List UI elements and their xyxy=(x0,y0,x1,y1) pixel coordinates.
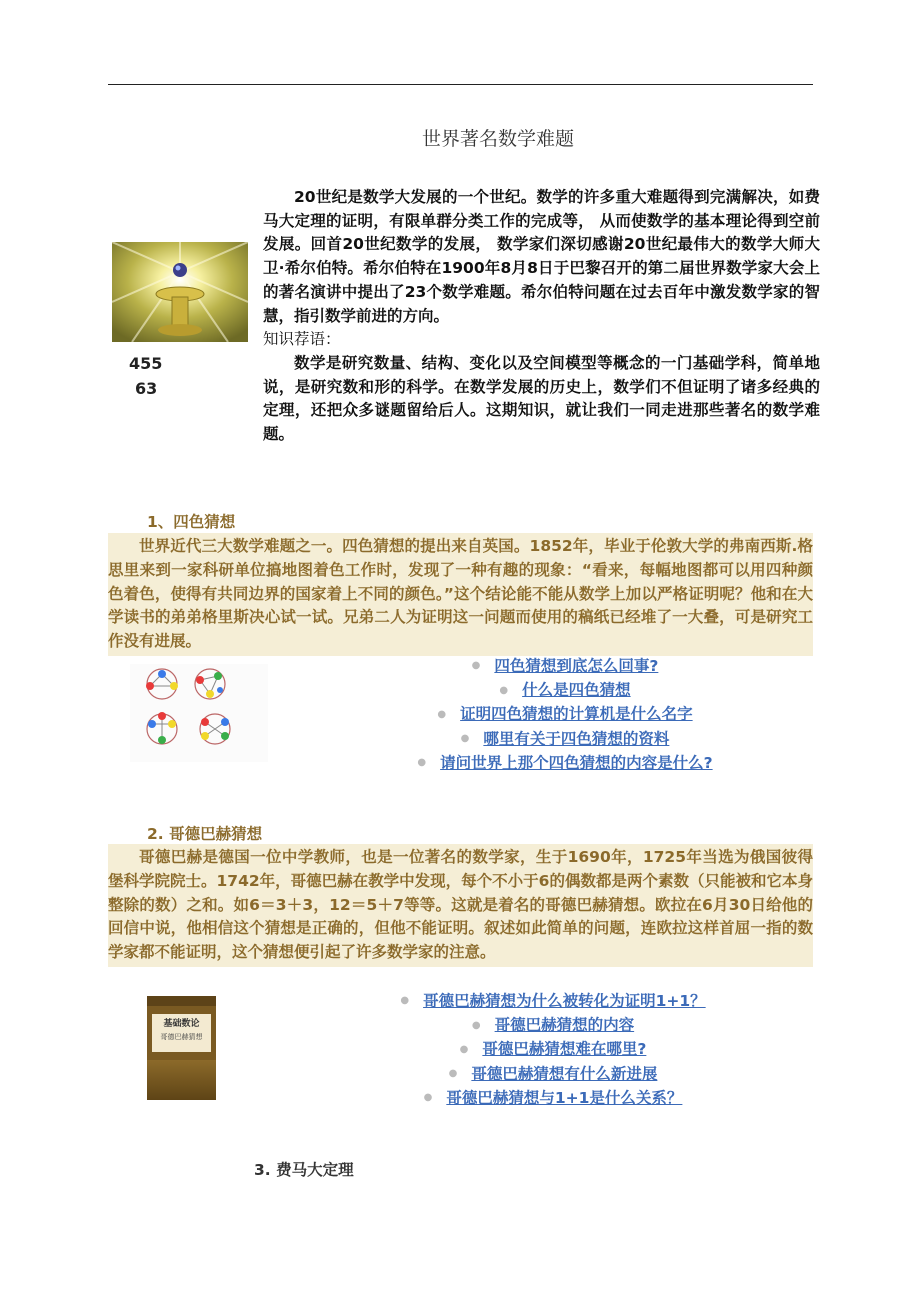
list-item xyxy=(368,1086,738,1110)
side-number: 455 xyxy=(129,354,163,373)
list-item xyxy=(380,751,750,775)
list-item xyxy=(380,654,750,678)
header-rule xyxy=(108,84,813,85)
related-links xyxy=(368,989,738,1110)
bullet-icon: ● xyxy=(499,684,509,696)
section-heading: 1、四色猜想 xyxy=(147,513,236,531)
related-link[interactable]: 什么是四色猜想 xyxy=(522,681,631,700)
book-title: 基础数论 xyxy=(163,1019,200,1029)
section-heading: 3. 费马大定理 xyxy=(254,1161,354,1179)
related-links xyxy=(380,654,750,775)
four-color-graphs-image xyxy=(130,664,268,762)
bullet-icon: ● xyxy=(471,1019,481,1031)
related-link[interactable]: 哥德巴赫猜想与1+1是什么关系？ xyxy=(446,1088,683,1107)
section-paragraph: 世界近代三大数学难题之一。四色猜想的提出来自英国。1852年，毕业于伦敦大学的弗南西斯.格思里来到一家科研单位搞地图着色工作时，发现了一种有趣的现象：“看来，每幅地图都可以用四种颜色着色，使得有共同边界的国家着上不同的颜色。”这个结论能不能从数学上加以严格证明呢？他和在大学读书的弟弟格里斯决心试一试。兄弟二人为证明这一问题而使用的稿纸已经堆了一大叠，可是研究工作没有进展。 xyxy=(108,537,813,651)
related-link[interactable]: 哥德巴赫猜想为什么被转化为证明1+1？ xyxy=(423,992,706,1010)
list-item xyxy=(380,702,750,726)
related-link[interactable]: 四色猜想到底怎么回事? xyxy=(494,657,659,675)
list-item xyxy=(368,1062,738,1086)
list-item xyxy=(380,678,750,702)
list-item xyxy=(368,1037,738,1061)
side-number: 63 xyxy=(135,379,158,398)
related-link[interactable]: 哥德巴赫猜想难在哪里? xyxy=(482,1040,647,1059)
list-item xyxy=(368,989,738,1013)
list-item xyxy=(380,727,750,751)
section-heading: 2. 哥德巴赫猜想 xyxy=(147,825,263,843)
related-link[interactable]: 哥德巴赫猜想的内容 xyxy=(494,1016,635,1035)
section-paragraph: 哥德巴赫是德国一位中学教师，也是一位著名的数学家，生于1690年，1725年当选为俄国彼得堡科学院院士。1742年，哥德巴赫在教学中发现，每个不小于6的偶数都是两个素数（只能被和它本身整除的数）之和。如6＝3＋3，12＝5＋7等等。这就是着名的哥德巴赫猜想。欧拉在6月30日给他的回信中说，他相信这个猜想是正确的，但他不能证明。叙述如此简单的问题，连欧拉这样首屈一指的数学家都不能证明，这个猜想便引起了许多数学家的注意。 xyxy=(108,848,813,962)
intro-paragraph: 数学是研究数量、结构、变化以及空间模型等概念的一门基础学科，简单地说，是研究数和形的科学。在数学发展的历史上，数学们不但证明了诸多经典的定理，还把众多谜题留给后人。这期知识，就让我们一同走进那些著名的数学难题。 xyxy=(263,353,820,444)
related-link[interactable]: 哥德巴赫猜想有什么新进展 xyxy=(471,1064,658,1083)
bullet-icon: ● xyxy=(471,660,481,672)
list-item xyxy=(368,1013,738,1037)
recommend-label: 知识荐语： xyxy=(263,330,341,349)
book-cover-image xyxy=(147,996,216,1100)
bullet-icon: ● xyxy=(400,995,410,1007)
bullet-icon: ● xyxy=(459,1043,469,1055)
intro-text xyxy=(263,186,820,447)
bullet-icon: ● xyxy=(437,708,447,720)
related-link[interactable]: 哪里有关于四色猜想的资料 xyxy=(483,729,670,748)
intro-illustration xyxy=(112,242,248,342)
section-body xyxy=(108,533,813,656)
bullet-icon: ● xyxy=(460,732,470,744)
intro-paragraph: 20世纪是数学大发展的一个世纪。数学的许多重大难题得到完满解决，如费马大定理的证明，有限单群分类工作的完成等， 从而使数学的基本理论得到空前发展。回首20世纪数学的发展， 数学家们深切感谢20世纪最伟大的数学大师大卫·希尔伯特。希尔伯特在1900年8月8日于巴黎召开的第二届世界数学家大会上的著名演讲中提出了23个数学难题。希尔伯特问题在过去百年中激发数学家的智慧，指引数学前进的方向。 xyxy=(263,188,820,325)
bullet-icon: ● xyxy=(417,757,427,769)
section-body xyxy=(108,844,813,967)
page-title: 世界著名数学难题 xyxy=(421,128,574,150)
bullet-icon: ● xyxy=(448,1067,458,1079)
related-link[interactable]: 请问世界上那个四色猜想的内容是什么? xyxy=(440,753,713,772)
related-link[interactable]: 证明四色猜想的计算机是什么名字 xyxy=(460,705,693,724)
book-subtitle: 哥德巴赫猜想 xyxy=(160,1033,203,1041)
bullet-icon: ● xyxy=(423,1092,433,1104)
